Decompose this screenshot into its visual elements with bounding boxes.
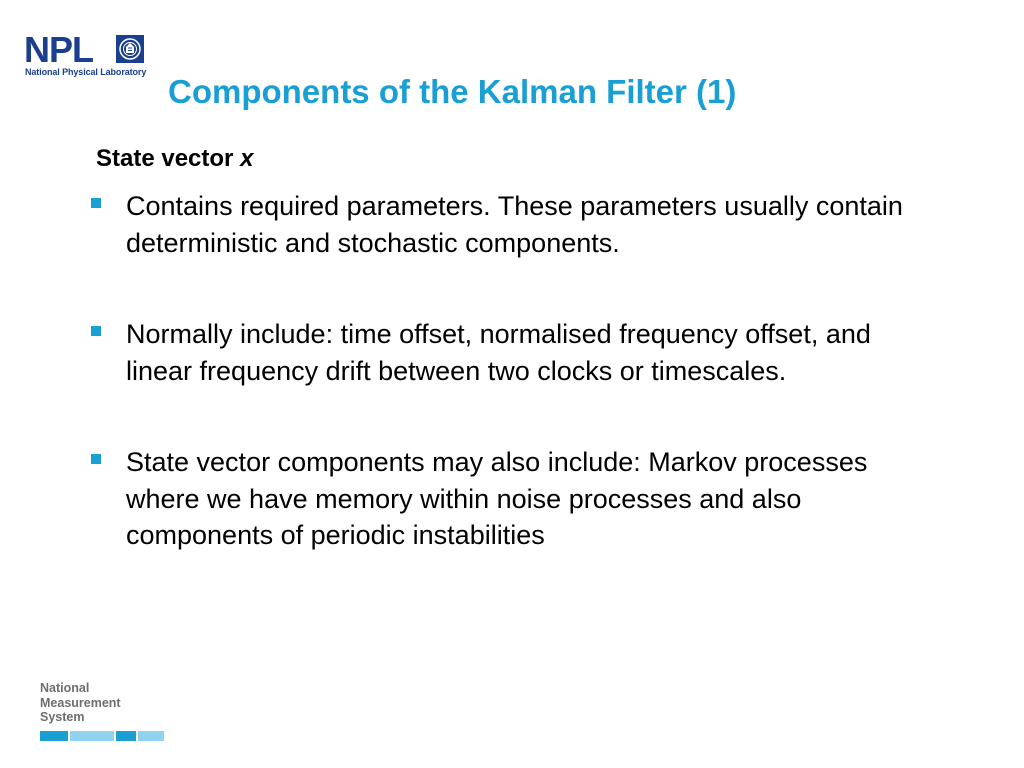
nms-color-bar [40, 731, 164, 741]
square-bullet-icon [91, 326, 101, 336]
square-bullet-icon [91, 198, 101, 208]
nms-logo-line: System [40, 710, 85, 724]
nms-bar-segment [116, 731, 136, 741]
nms-bar-segment [70, 731, 114, 741]
crest-icon [116, 35, 144, 63]
state-vector-heading [96, 143, 253, 175]
state-vector-variable: x [240, 145, 254, 172]
npl-logo-text: NPL [24, 29, 93, 70]
slide-title: Components of the Kalman Filter (1) [168, 73, 737, 110]
bullet-text: Normally include: time offset, normalised frequency offset, and linear frequency drift between two clocks or timescales. [126, 319, 871, 386]
square-bullet-icon [91, 454, 101, 464]
bullet-item [88, 316, 938, 389]
npl-logo [24, 29, 148, 80]
nms-bar-segment [138, 731, 164, 741]
nms-logo [40, 681, 164, 743]
bullet-text: Contains required parameters. These parameters usually contain deterministic and stochastic components. [126, 191, 903, 258]
nms-logo-line: Measurement [40, 695, 121, 710]
nms-logo-line: National [40, 681, 90, 695]
state-vector-heading-text: State vector [96, 145, 241, 172]
nms-bar-segment [40, 731, 68, 741]
bullet-item [88, 188, 938, 261]
npl-logo-subtitle: National Physical Laboratory [25, 67, 147, 77]
bullet-list [88, 188, 938, 609]
bullet-item [88, 444, 938, 554]
bullet-text: State vector components may also include: Markov processes where we have memory within noise processes and also components of periodic instabilities [126, 447, 868, 550]
